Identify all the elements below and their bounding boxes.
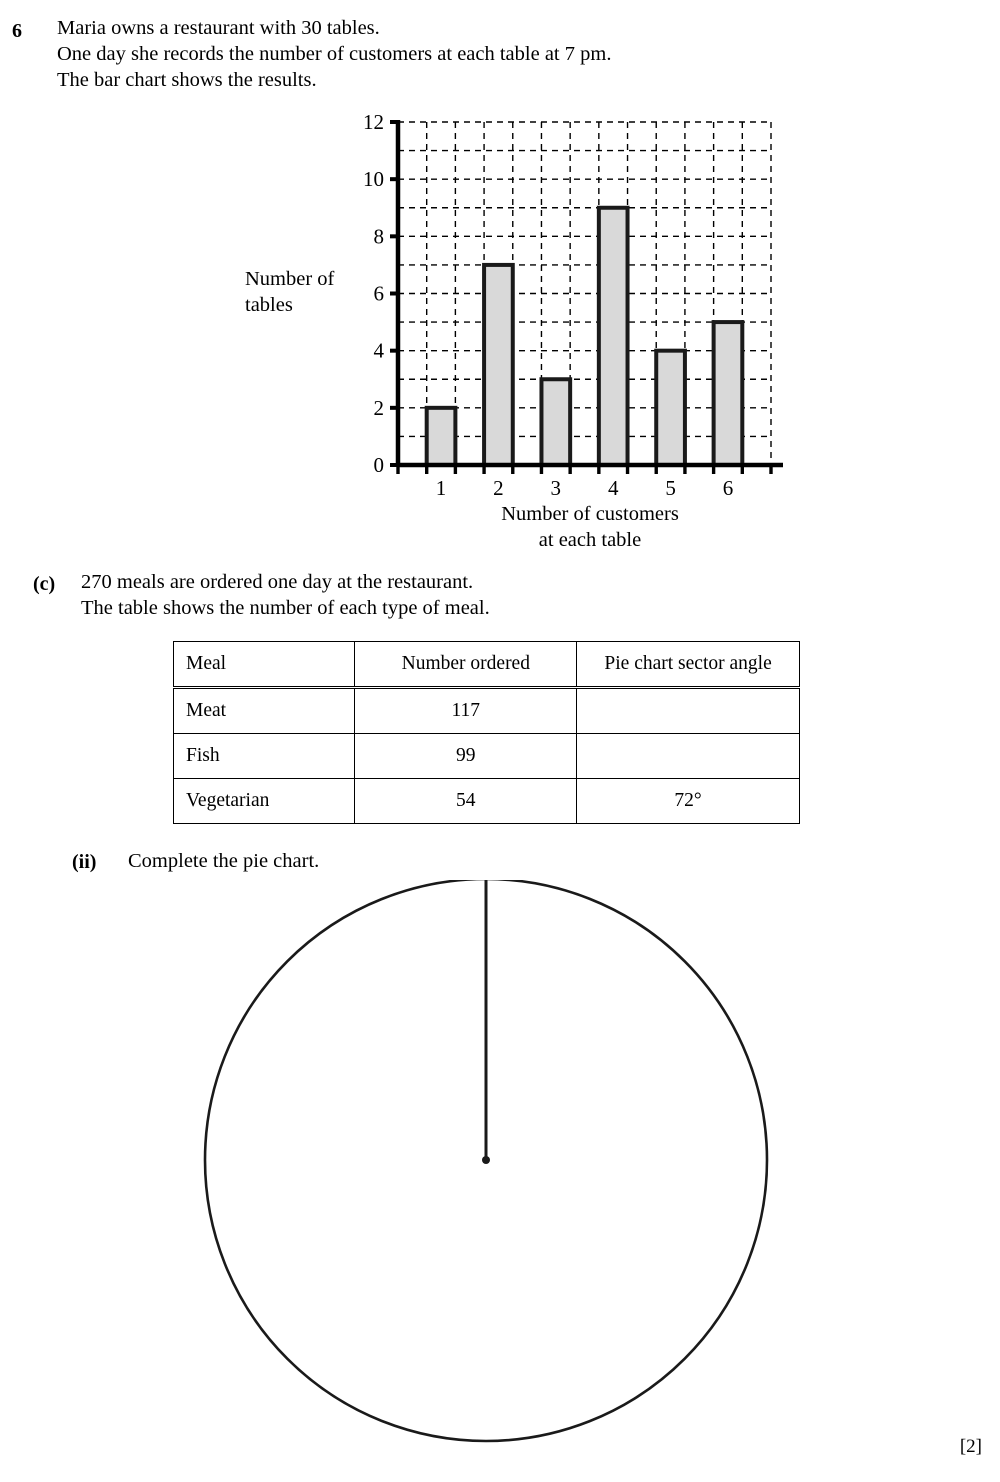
table-cell-number-fish: 99 (355, 734, 577, 779)
table-cell-meal-vegetarian: Vegetarian (174, 779, 355, 824)
x-axis-tick-label: 3 (550, 476, 562, 500)
y-axis-tick-label: 0 (373, 453, 384, 477)
question-line-3: The bar chart shows the results. (57, 69, 317, 91)
table-row (174, 779, 800, 824)
table-cell-angle-vegetarian[interactable]: 72° (577, 779, 800, 824)
question-line-2: One day she records the number of customers at each table at 7 pm. (57, 43, 612, 65)
bar-chart-y-axis-label (245, 266, 334, 318)
table-row (174, 688, 800, 734)
part-c-line-2: The table shows the number of each type of meal. (81, 597, 490, 619)
bar (714, 322, 743, 465)
part-ii-letter: (ii) (72, 851, 97, 873)
bar-chart-svg (0, 0, 1000, 560)
bar (599, 208, 628, 465)
question-line-1: Maria owns a restaurant with 30 tables. (57, 17, 380, 39)
y-axis-tick-label: 4 (373, 338, 384, 363)
bar (541, 379, 570, 465)
table-cell-meal-fish: Fish (174, 734, 355, 779)
table-cell-angle-fish[interactable] (577, 734, 800, 779)
y-axis-label-line-2: tables (245, 294, 293, 316)
table-header-number-ordered: Number ordered (355, 642, 577, 688)
y-axis-tick-label: 6 (373, 281, 384, 306)
x-axis-tick-label: 4 (607, 476, 619, 500)
table-cell-meal-meat: Meat (174, 688, 355, 734)
y-axis-tick-label: 2 (373, 395, 384, 420)
bar-chart (0, 0, 1000, 560)
table-header-sector-angle: Pie chart sector angle (577, 642, 800, 688)
table-row (174, 734, 800, 779)
bar-chart-x-axis-label (400, 501, 780, 553)
x-axis-label-line-1: Number of customers (501, 503, 679, 525)
y-axis-tick-label: 10 (363, 167, 384, 192)
y-axis-tick-label: 12 (363, 110, 384, 134)
table-cell-angle-meat[interactable] (577, 688, 800, 734)
meal-table (173, 641, 800, 824)
y-axis-tick-label: 8 (373, 224, 384, 249)
table-header-row (174, 642, 800, 688)
marks-allocation: [2] (959, 1436, 982, 1457)
bar (427, 408, 456, 465)
part-ii-text: Complete the pie chart. (128, 850, 320, 872)
x-axis-tick-label: 2 (493, 476, 504, 500)
question-number: 6 (12, 20, 22, 42)
part-c-text (81, 569, 490, 621)
pie-chart-centre-dot (482, 1156, 490, 1164)
y-axis-label-line-1: Number of (245, 268, 335, 290)
bar (656, 351, 685, 465)
part-c-letter: (c) (33, 573, 56, 595)
x-axis-tick-label: 5 (665, 476, 676, 500)
pie-chart[interactable] (190, 880, 790, 1480)
x-axis-tick-label: 1 (435, 476, 447, 500)
part-c-line-1: 270 meals are ordered one day at the restaurant. (81, 571, 474, 593)
table-cell-number-meat: 117 (355, 688, 577, 734)
x-axis-label-line-2: at each table (538, 529, 642, 551)
x-axis-tick-label: 6 (722, 476, 734, 500)
table-header-meal: Meal (174, 642, 355, 688)
table-cell-number-vegetarian: 54 (355, 779, 577, 824)
bar (484, 265, 513, 465)
